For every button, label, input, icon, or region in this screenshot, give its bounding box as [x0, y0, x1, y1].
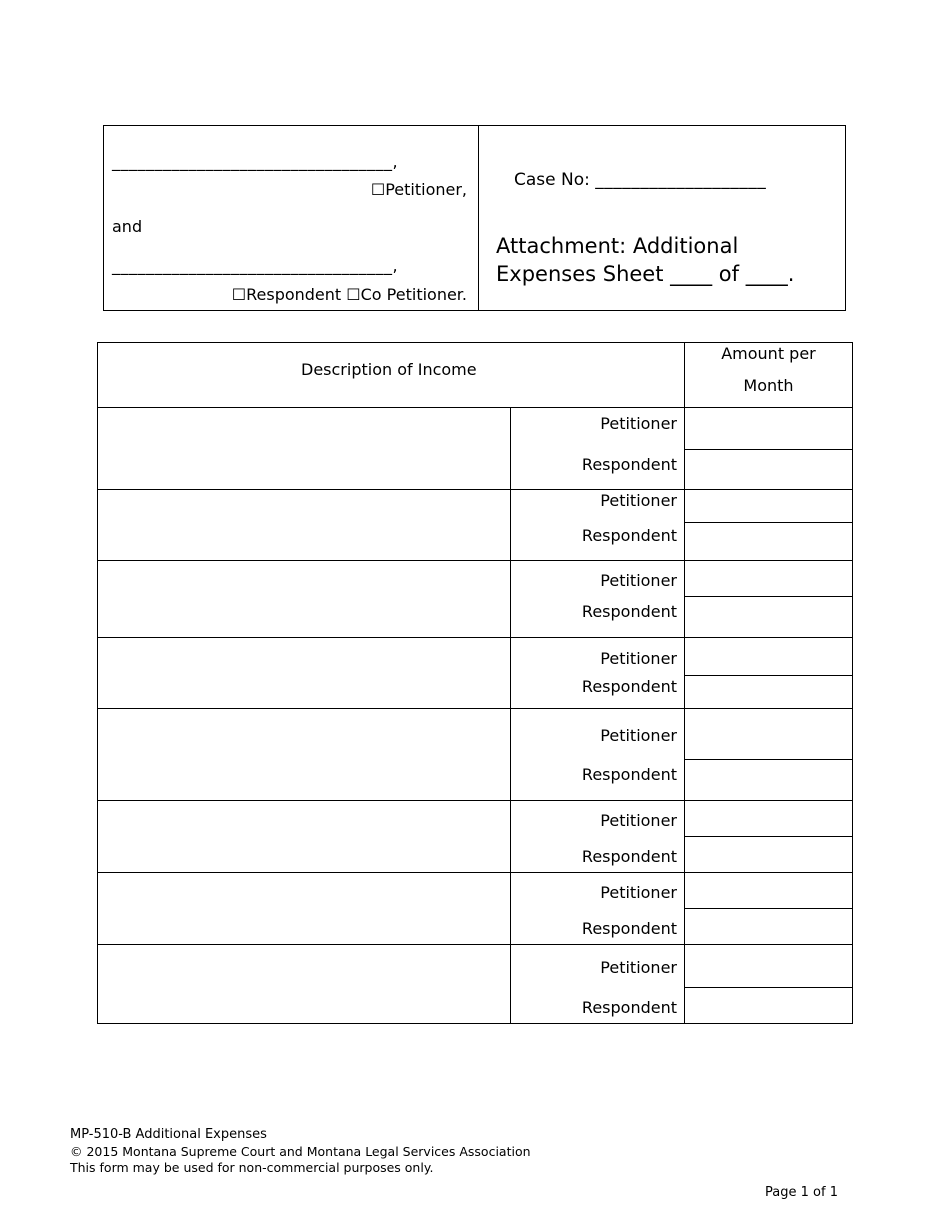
attachment-title-line1: Attachment: Additional [496, 234, 739, 258]
petitioner-label: Petitioner [600, 649, 677, 668]
respondent-amount-cell[interactable] [685, 676, 852, 708]
respondent-label: Respondent [581, 847, 677, 866]
respondent-checkbox[interactable]: ☐ [231, 285, 247, 304]
petitioner-label: Petitioner, [385, 180, 467, 199]
case-no-line[interactable]: ___________________ [595, 170, 767, 190]
caption-divider [478, 126, 479, 310]
petitioner-label: Petitioner [600, 491, 677, 510]
header-description: Description of Income [301, 360, 477, 379]
petitioner-label: Petitioner [600, 571, 677, 590]
respondent-amount-cell[interactable] [685, 909, 852, 944]
respondent-label: Respondent [581, 526, 677, 545]
party-options [232, 285, 467, 304]
petitioner-amount-cell[interactable] [685, 408, 852, 449]
header-amount-line1: Amount per [721, 344, 816, 363]
petitioner-amount-cell[interactable] [685, 873, 852, 908]
petitioner-checkbox[interactable]: ☐ [370, 180, 386, 199]
respondent-amount-cell[interactable] [685, 760, 852, 800]
petitioner-amount-cell[interactable] [685, 561, 852, 596]
petitioner-option [371, 180, 467, 199]
respondent-amount-cell[interactable] [685, 988, 852, 1023]
petitioner-amount-cell[interactable] [685, 709, 852, 759]
copetitioner-label: Co Petitioner. [360, 285, 467, 304]
petitioner-label: Petitioner [600, 958, 677, 977]
description-cell[interactable] [98, 709, 510, 800]
respondent-amount-cell[interactable] [685, 523, 852, 560]
description-cell[interactable] [98, 490, 510, 560]
description-cell[interactable] [98, 945, 510, 1023]
petitioner-label: Petitioner [600, 414, 677, 433]
respondent-label: Respondent [581, 455, 677, 474]
case-caption-box [103, 125, 846, 311]
copetitioner-checkbox[interactable]: ☐ [346, 285, 361, 304]
description-cell[interactable] [98, 801, 510, 872]
table-border-right [852, 342, 853, 1024]
respondent-label: Respondent [581, 998, 677, 1017]
header-amount-line2: Month [743, 376, 794, 395]
form-id: MP-510-B Additional Expenses [70, 1127, 267, 1142]
respondent-amount-cell[interactable] [685, 597, 852, 637]
description-cell[interactable] [98, 408, 510, 489]
respondent-label: Respondent [246, 285, 342, 304]
table-border-bottom [97, 1023, 853, 1024]
petitioner-label: Petitioner [600, 811, 677, 830]
petitioner-amount-cell[interactable] [685, 801, 852, 836]
respondent-amount-cell[interactable] [685, 450, 852, 489]
attachment-title-line2: Expenses Sheet ____ of ____. [496, 262, 795, 286]
party-column-divider [510, 407, 511, 1024]
and-text: and [112, 217, 143, 236]
respondent-label: Respondent [581, 602, 677, 621]
respondent-amount-cell[interactable] [685, 837, 852, 872]
table-border-top [97, 342, 853, 343]
respondent-label: Respondent [581, 677, 677, 696]
petitioner-amount-cell[interactable] [685, 490, 852, 522]
case-no-label: Case No: [514, 170, 590, 190]
petitioner-label: Petitioner [600, 726, 677, 745]
case-number-field [514, 170, 766, 190]
description-cell[interactable] [98, 873, 510, 944]
page-number: Page 1 of 1 [765, 1185, 838, 1200]
petitioner-amount-cell[interactable] [685, 638, 852, 675]
respondent-label: Respondent [581, 919, 677, 938]
usage-text: This form may be used for non-commercial purposes only. [70, 1160, 434, 1175]
description-cell[interactable] [98, 561, 510, 637]
description-cell[interactable] [98, 638, 510, 708]
respondent-name-line[interactable]: _________________________________, [112, 256, 399, 275]
income-table [97, 342, 853, 1024]
petitioner-name-line[interactable]: _________________________________, [112, 152, 399, 171]
petitioner-amount-cell[interactable] [685, 945, 852, 987]
respondent-label: Respondent [581, 765, 677, 784]
petitioner-label: Petitioner [600, 883, 677, 902]
copyright-text: © 2015 Montana Supreme Court and Montana Legal Services Association [70, 1144, 531, 1159]
